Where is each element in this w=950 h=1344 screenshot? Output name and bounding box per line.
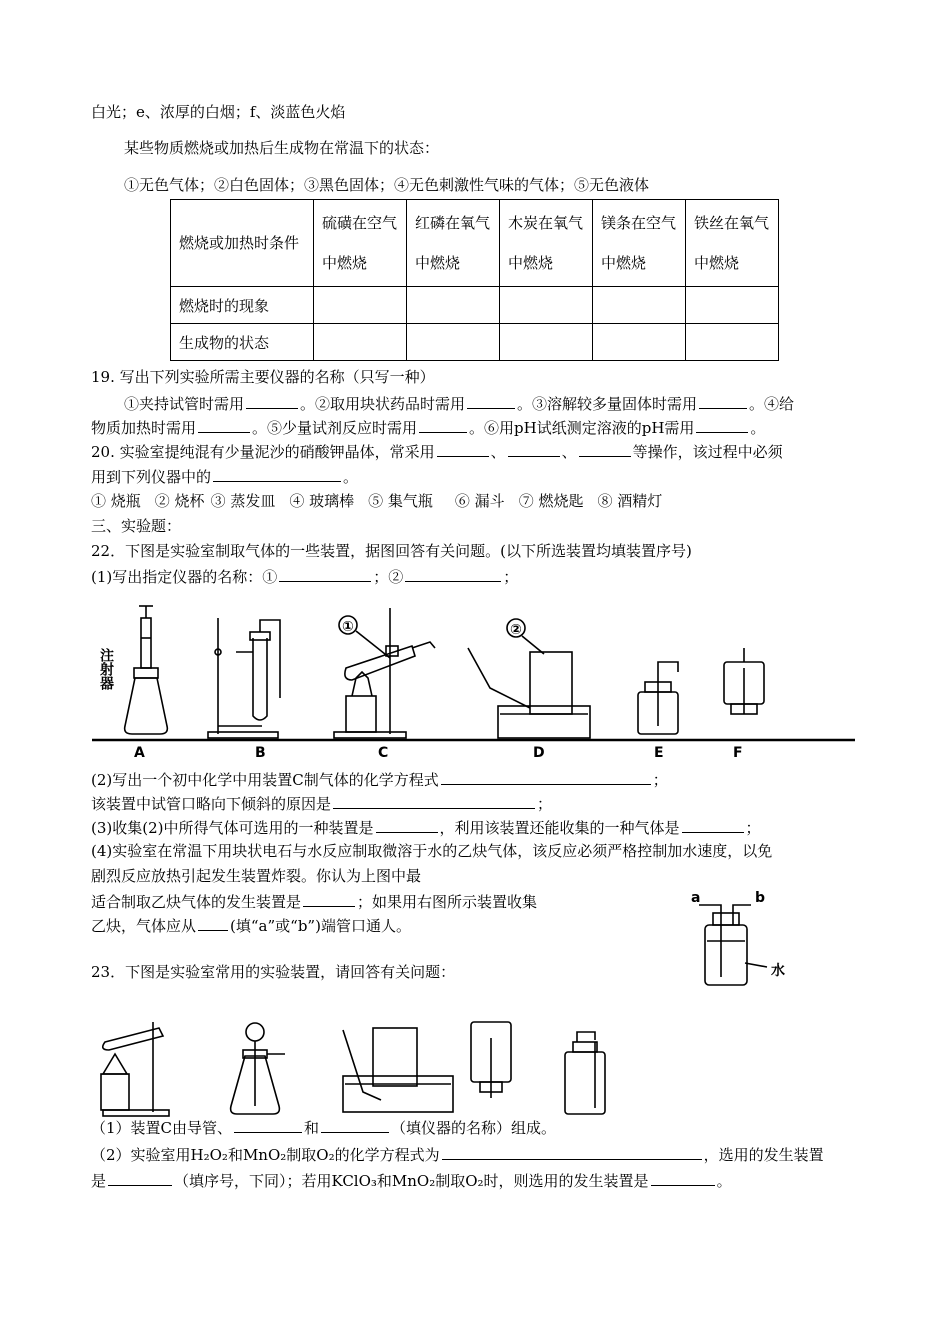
q20-text: 等操作，该过程中必须	[632, 443, 783, 461]
q20-text: 用到下列仪器中的	[91, 468, 212, 486]
answer-blank[interactable]	[234, 1117, 302, 1133]
table-header-cell: 红磷在氧气中燃烧	[407, 200, 500, 287]
q19-text: 。④给	[749, 395, 795, 413]
answer-blank[interactable]	[333, 793, 535, 809]
q23-text: 。	[716, 1172, 732, 1190]
figure-label: F	[733, 745, 743, 761]
option-item: ④ 玻璃棒	[289, 492, 355, 510]
q22-part4-line2: 剧烈反应放热引起发生装置炸裂。你认为上图中最	[91, 867, 422, 885]
q23-part1	[91, 1117, 556, 1138]
q19-line-1	[124, 393, 794, 414]
answer-blank[interactable]	[441, 769, 651, 785]
answer-blank[interactable]	[198, 417, 250, 433]
answer-blank[interactable]	[246, 393, 298, 409]
q22-part1	[91, 566, 518, 587]
table-row-label: 生成物的状态	[171, 324, 314, 361]
q20-line-1	[91, 441, 783, 462]
answer-blank[interactable]	[419, 417, 467, 433]
water-label: 水	[771, 963, 785, 979]
answer-blank[interactable]	[405, 566, 501, 582]
answer-blank[interactable]	[651, 1170, 715, 1186]
figure-label: C	[378, 745, 389, 761]
q23-text: 是	[91, 1172, 107, 1190]
q22-text: (2)写出一个初中化学中用装置C制气体的化学方程式	[91, 771, 439, 789]
answer-blank[interactable]	[437, 441, 489, 457]
q22-part4: (4)实验室在常温下用块状电石与水反应制取微溶于水的乙炔气体，该反应必须严格控制加水速度，以免	[91, 842, 773, 860]
answer-blank[interactable]	[108, 1170, 172, 1186]
q22-apparatus-figure	[90, 598, 860, 768]
answer-blank[interactable]	[699, 393, 747, 409]
answer-blank[interactable]	[198, 915, 228, 931]
port-label-b: b	[755, 890, 766, 906]
combustion-table	[170, 199, 779, 361]
answer-blank[interactable]	[508, 441, 560, 457]
answer-blank[interactable]	[376, 817, 438, 833]
q23-part2-line2	[91, 1170, 732, 1191]
q22-text: 该装置中试管口略向下倾斜的原因是	[91, 795, 332, 813]
section-heading: 三、实验题：	[91, 517, 182, 535]
table-cell[interactable]	[593, 287, 686, 324]
figure-label: A	[134, 745, 145, 761]
answer-blank[interactable]	[321, 1117, 389, 1133]
q19-text: 。③溶解较多量固体时需用	[517, 395, 698, 413]
option-item: ③ 蒸发皿	[210, 492, 276, 510]
table-row	[171, 287, 779, 324]
option-item: ② 烧杯	[154, 492, 205, 510]
q19-text: 。	[750, 419, 766, 437]
q22-part2	[91, 769, 668, 790]
text-line-3: ①无色气体；②白色固体；③黑色固体；④无色刺激性气味的气体；⑤无色液体	[124, 176, 650, 194]
text-line-1: 白光；e、浓厚的白烟；f、淡蓝色火焰	[91, 103, 346, 121]
q22-text: ，利用该装置还能收集的一种气体是	[439, 819, 680, 837]
q22-text: ；	[652, 771, 668, 789]
q22-text: ；	[537, 795, 553, 813]
q23-apparatus-figure	[95, 1018, 625, 1118]
instrument-marker-1: ①	[342, 619, 354, 635]
q22-title: 22．下图是实验室制取气体的一些装置，据图回答有关问题。(以下所选装置均填装置序号)	[91, 542, 692, 560]
q22-text: ；②	[373, 568, 404, 586]
answer-blank[interactable]	[467, 393, 515, 409]
table-cell[interactable]	[314, 324, 407, 361]
table-cell[interactable]	[500, 324, 593, 361]
answer-blank[interactable]	[442, 1144, 702, 1160]
table-header-cell: 燃烧或加热时条件	[171, 200, 314, 287]
answer-blank[interactable]	[696, 417, 748, 433]
table-cell[interactable]	[686, 287, 779, 324]
figure-label: B	[255, 745, 266, 761]
table-cell[interactable]	[593, 324, 686, 361]
table-header-cell: 硫磺在空气中燃烧	[314, 200, 407, 287]
syringe-label: 注射器	[98, 648, 114, 690]
table-cell[interactable]	[314, 287, 407, 324]
option-item: ⑥ 漏斗	[454, 492, 505, 510]
table-cell[interactable]	[686, 324, 779, 361]
option-item: ⑤ 集气瓶	[368, 492, 433, 510]
answer-blank[interactable]	[579, 441, 631, 457]
answer-blank[interactable]	[303, 891, 355, 907]
q22-part4-line3	[91, 891, 537, 912]
q23-title: 23．下图是实验室常用的实验装置，请回答有关问题：	[91, 963, 456, 981]
q19-text: ①夹持试管时需用	[124, 395, 245, 413]
option-item: ① 烧瓶	[91, 492, 141, 510]
q20-text: 、	[561, 443, 577, 461]
q22-text: ；	[745, 819, 761, 837]
q22-text: 适合制取乙炔气体的发生装置是	[91, 893, 302, 911]
q22-text: 乙炔，气体应从	[91, 917, 197, 935]
q19-line-2	[91, 417, 765, 438]
figure-label: D	[533, 745, 545, 761]
q20-options	[91, 491, 662, 511]
q20-text: 、	[490, 443, 506, 461]
q23-text: ，选用的发生装置	[703, 1146, 824, 1164]
table-cell[interactable]	[500, 287, 593, 324]
q22-part3	[91, 817, 761, 838]
port-label-a: a	[691, 890, 701, 906]
q20-text: 20. 实验室提纯混有少量泥沙的硝酸钾晶体，常采用	[91, 443, 435, 461]
answer-blank[interactable]	[213, 466, 341, 482]
table-header-cell: 木炭在氧气中燃烧	[500, 200, 593, 287]
table-cell[interactable]	[407, 324, 500, 361]
q23-text: （2）实验室用H₂O₂和MnO₂制取O₂的化学方程式为	[91, 1146, 440, 1164]
q19-title: 19. 写出下列实验所需主要仪器的名称（只写一种）	[91, 368, 435, 386]
q22-part2-reason	[91, 793, 552, 814]
option-item: ⑧ 酒精灯	[597, 492, 663, 510]
instrument-marker-2: ②	[510, 622, 522, 638]
q19-text: 物质加热时需用	[91, 419, 197, 437]
text-line-2: 某些物质燃烧或加热后生成物在常温下的状态：	[124, 139, 440, 157]
table-header-row	[171, 200, 779, 287]
q19-text: 。⑥用pH试纸测定溶液的pH需用	[469, 419, 695, 437]
q20-line-2	[91, 466, 358, 487]
figure-label: E	[654, 745, 664, 761]
q20-text: 。	[343, 468, 359, 486]
answer-blank[interactable]	[279, 566, 371, 582]
q23-text: （填序号，下同）；若用KClO₃和MnO₂制取O₂时，则选用的发生装置是	[174, 1172, 649, 1190]
q22-text: ；如果用右图所示装置收集	[357, 893, 538, 911]
q19-text: 。②取用块状药品时需用	[300, 395, 466, 413]
q19-text: 。⑤少量试剂反应时需用	[252, 419, 418, 437]
table-cell[interactable]	[407, 287, 500, 324]
q22-text: (1)写出指定仪器的名称：①	[91, 568, 278, 586]
collection-bottle-figure	[685, 885, 805, 995]
q22-part4-line4	[91, 915, 411, 936]
q22-text: ；	[503, 568, 519, 586]
answer-blank[interactable]	[682, 817, 744, 833]
q23-text: （1）装置C由导管、	[91, 1119, 233, 1137]
q23-part2	[91, 1144, 824, 1165]
q23-text: （填仪器的名称）组成。	[391, 1119, 557, 1137]
q22-text: (3)收集(2)中所得气体可选用的一种装置是	[91, 819, 374, 837]
q23-text: 和	[304, 1119, 320, 1137]
table-header-cell: 铁丝在氧气中燃烧	[686, 200, 779, 287]
option-item: ⑦ 燃烧匙	[518, 492, 584, 510]
table-row-label: 燃烧时的现象	[171, 287, 314, 324]
q22-text: (填“a”或“b”)端管口通人。	[230, 917, 411, 935]
table-header-cell: 镁条在空气中燃烧	[593, 200, 686, 287]
table-row	[171, 324, 779, 361]
